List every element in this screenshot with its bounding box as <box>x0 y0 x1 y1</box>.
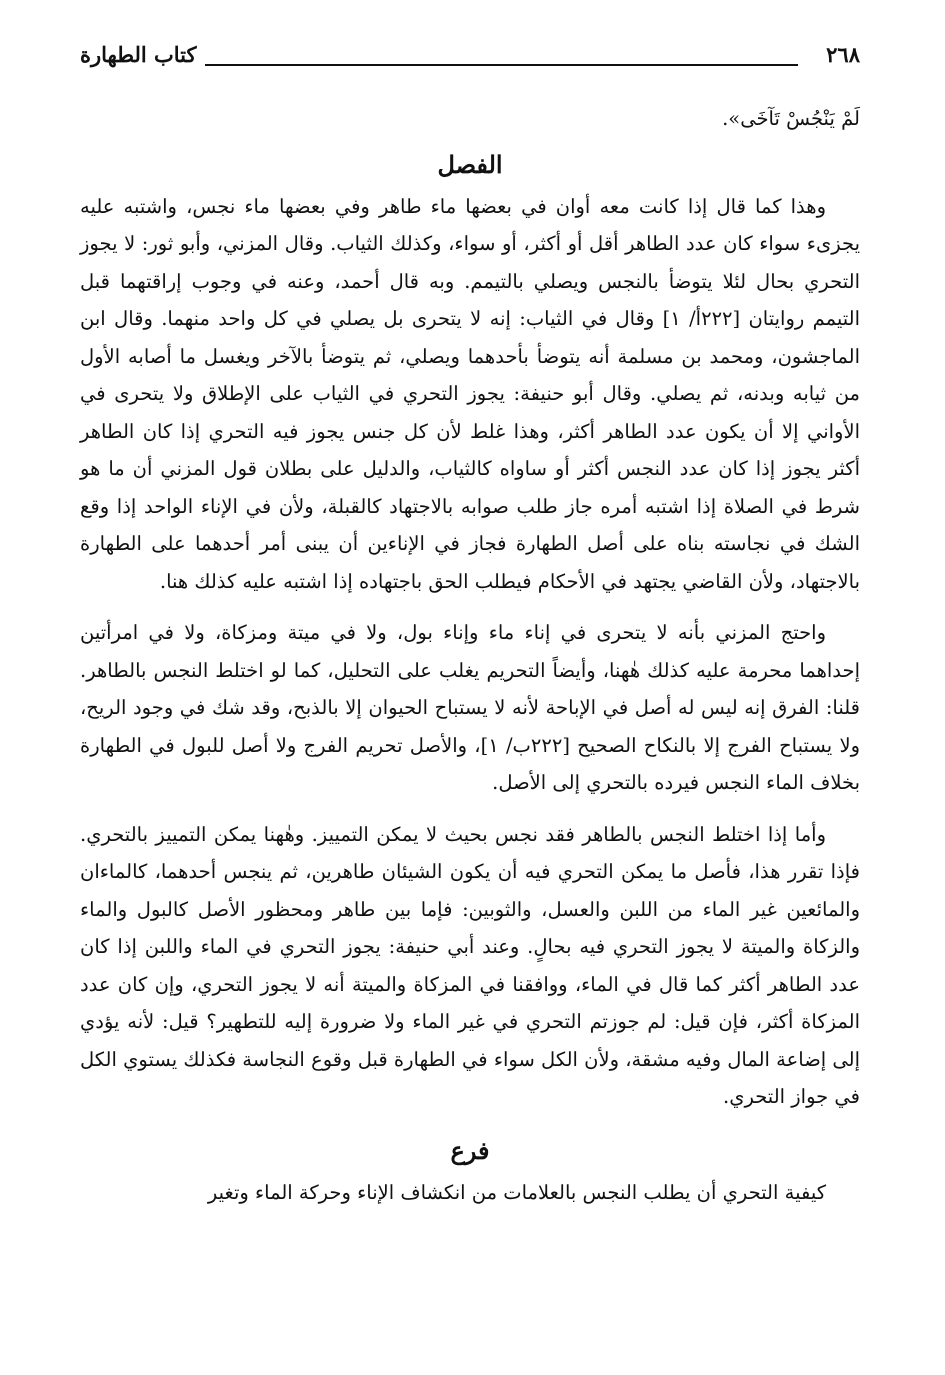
book-title: كتاب الطهارة <box>80 42 197 67</box>
paragraph-3: وأما إذا اختلط النجس بالطاهر فقد نجس بحيث لا يمكن التمييز. وهٰهنا يمكن التمييز بالتحري. فإذا تقرر هذا، فأصل ما يمكن التحري فيه أن يكون الشيئان طاهرين، ثم ينجس أحدهما، كالماءان والمائعين غير الماء من اللبن والعسل، والثوبين: فإما بين طاهر ومحظور الأصل كالبول والماء والزكاة والميتة لا يجوز التحري فيه بحالٍ. وعند أبي حنيفة: يجوز التحري في الماء واللبن إذا كان عدد الطاهر أكثر كما قال في الماء، ووافقنا في المزكاة والميتة أنه لا يجوز التحري، وإن كان عدد المزكاة أكثر، فإن قيل: لم جوزتم التحري في غير الماء ولا ضرورة إليه للتطهير؟ قيل: لأنه يؤدي إلى إضاعة المال وفيه مشقة، ولأن الكل سواء في الطهارة قبل وقوع النجاسة فكذلك يستوي الكل في جواز التحري. <box>80 822 860 1108</box>
page-number: ٢٦٨ <box>826 42 860 67</box>
paragraph-4: كيفية التحري أن يطلب النجس بالعلامات من انكشاف الإناء وحركة الماء وتغير <box>207 1180 826 1204</box>
paragraph-2: واحتج المزني بأنه لا يتحرى في إناء ماء وإناء بول، ولا في ميتة ومزكاة، ولا في امرأتين إحداهما محرمة عليه كذلك هٰهنا، وأيضاً التحريم يغلب على التحليل، كما لو اختلط النجس بالطاهر. قلنا: الفرق إنه ليس له أصل في الإباحة لأنه لا يستباح الحيوان إلا بالذبح، وقد شك في وجود الريح، ولا يستباح الفرج إلا بالنكاح الصحيح [٢٢٢ب/ ١]، والأصل تحريم الفرج ولا أصل للبول في الطهارة بخلاف الماء النجس فيرده بالتحري إلى الأصل. <box>80 621 860 794</box>
header-rule <box>205 64 798 66</box>
section-heading-far: فرع <box>450 1135 490 1165</box>
book-page <box>80 40 860 1211</box>
running-header <box>80 40 860 80</box>
section-heading-fasl: الفصل <box>437 149 503 179</box>
opening-line: لَمْ يَنْجُسْ تَآخَى». <box>722 107 860 130</box>
paragraph-1: وهذا كما قال إذا كانت معه أوان في بعضها ماء طاهر وفي بعضها ماء نجس، واشتبه عليه يجزىء سواء كان عدد الطاهر أقل أو أكثر، أو سواء، وكذلك الثياب. وقال المزني، وأبو ثور: لا يجوز التحري بحال لئلا يتوضأ بالنجس ويصلي بالتيمم. وبه قال أحمد، وعنه في وجوب إراقتهما قبل التيمم روايتان [٢٢٢أ/ ١] وقال في الثياب: إنه لا يتحرى بل يصلي في كل واحد منهما. وقال ابن الماجشون، ومحمد بن مسلمة أنه يتوضأ بأحدهما ويصلي، ثم يتوضأ بالآخر ويغسل ما أصابه الأول من ثيابه وبدنه، ثم يصلي. وقال أبو حنيفة: يجوز التحري في الثياب على الإطلاق ولا يتحرى في الأواني إلا أن يكون عدد الطاهر أكثر، وهذا غلط لأن كل جنس يجوز فيه التحري إذا كان الطاهر أكثر يجوز إذا كان عدد النجس أكثر أو ساواه كالثياب، والدليل على بطلان قول المزني أن ما هو شرط في الصلاة إذا اشتبه أمره جاز طلب صوابه بالاجتهاد كالقبلة، ولأن في الإناء الواحد إذا وقع الشك في نجاسته بناه على أصل الطهارة فجاز في الإناءين أن يبنى أمر أحدهما على الطهارة بالاجتهاد، ولأن القاضي يجتهد في الأحكام فيطلب الحق باجتهاده إذا اشتبه عليه كذلك هنا. <box>80 194 861 593</box>
page-body <box>80 100 860 1211</box>
